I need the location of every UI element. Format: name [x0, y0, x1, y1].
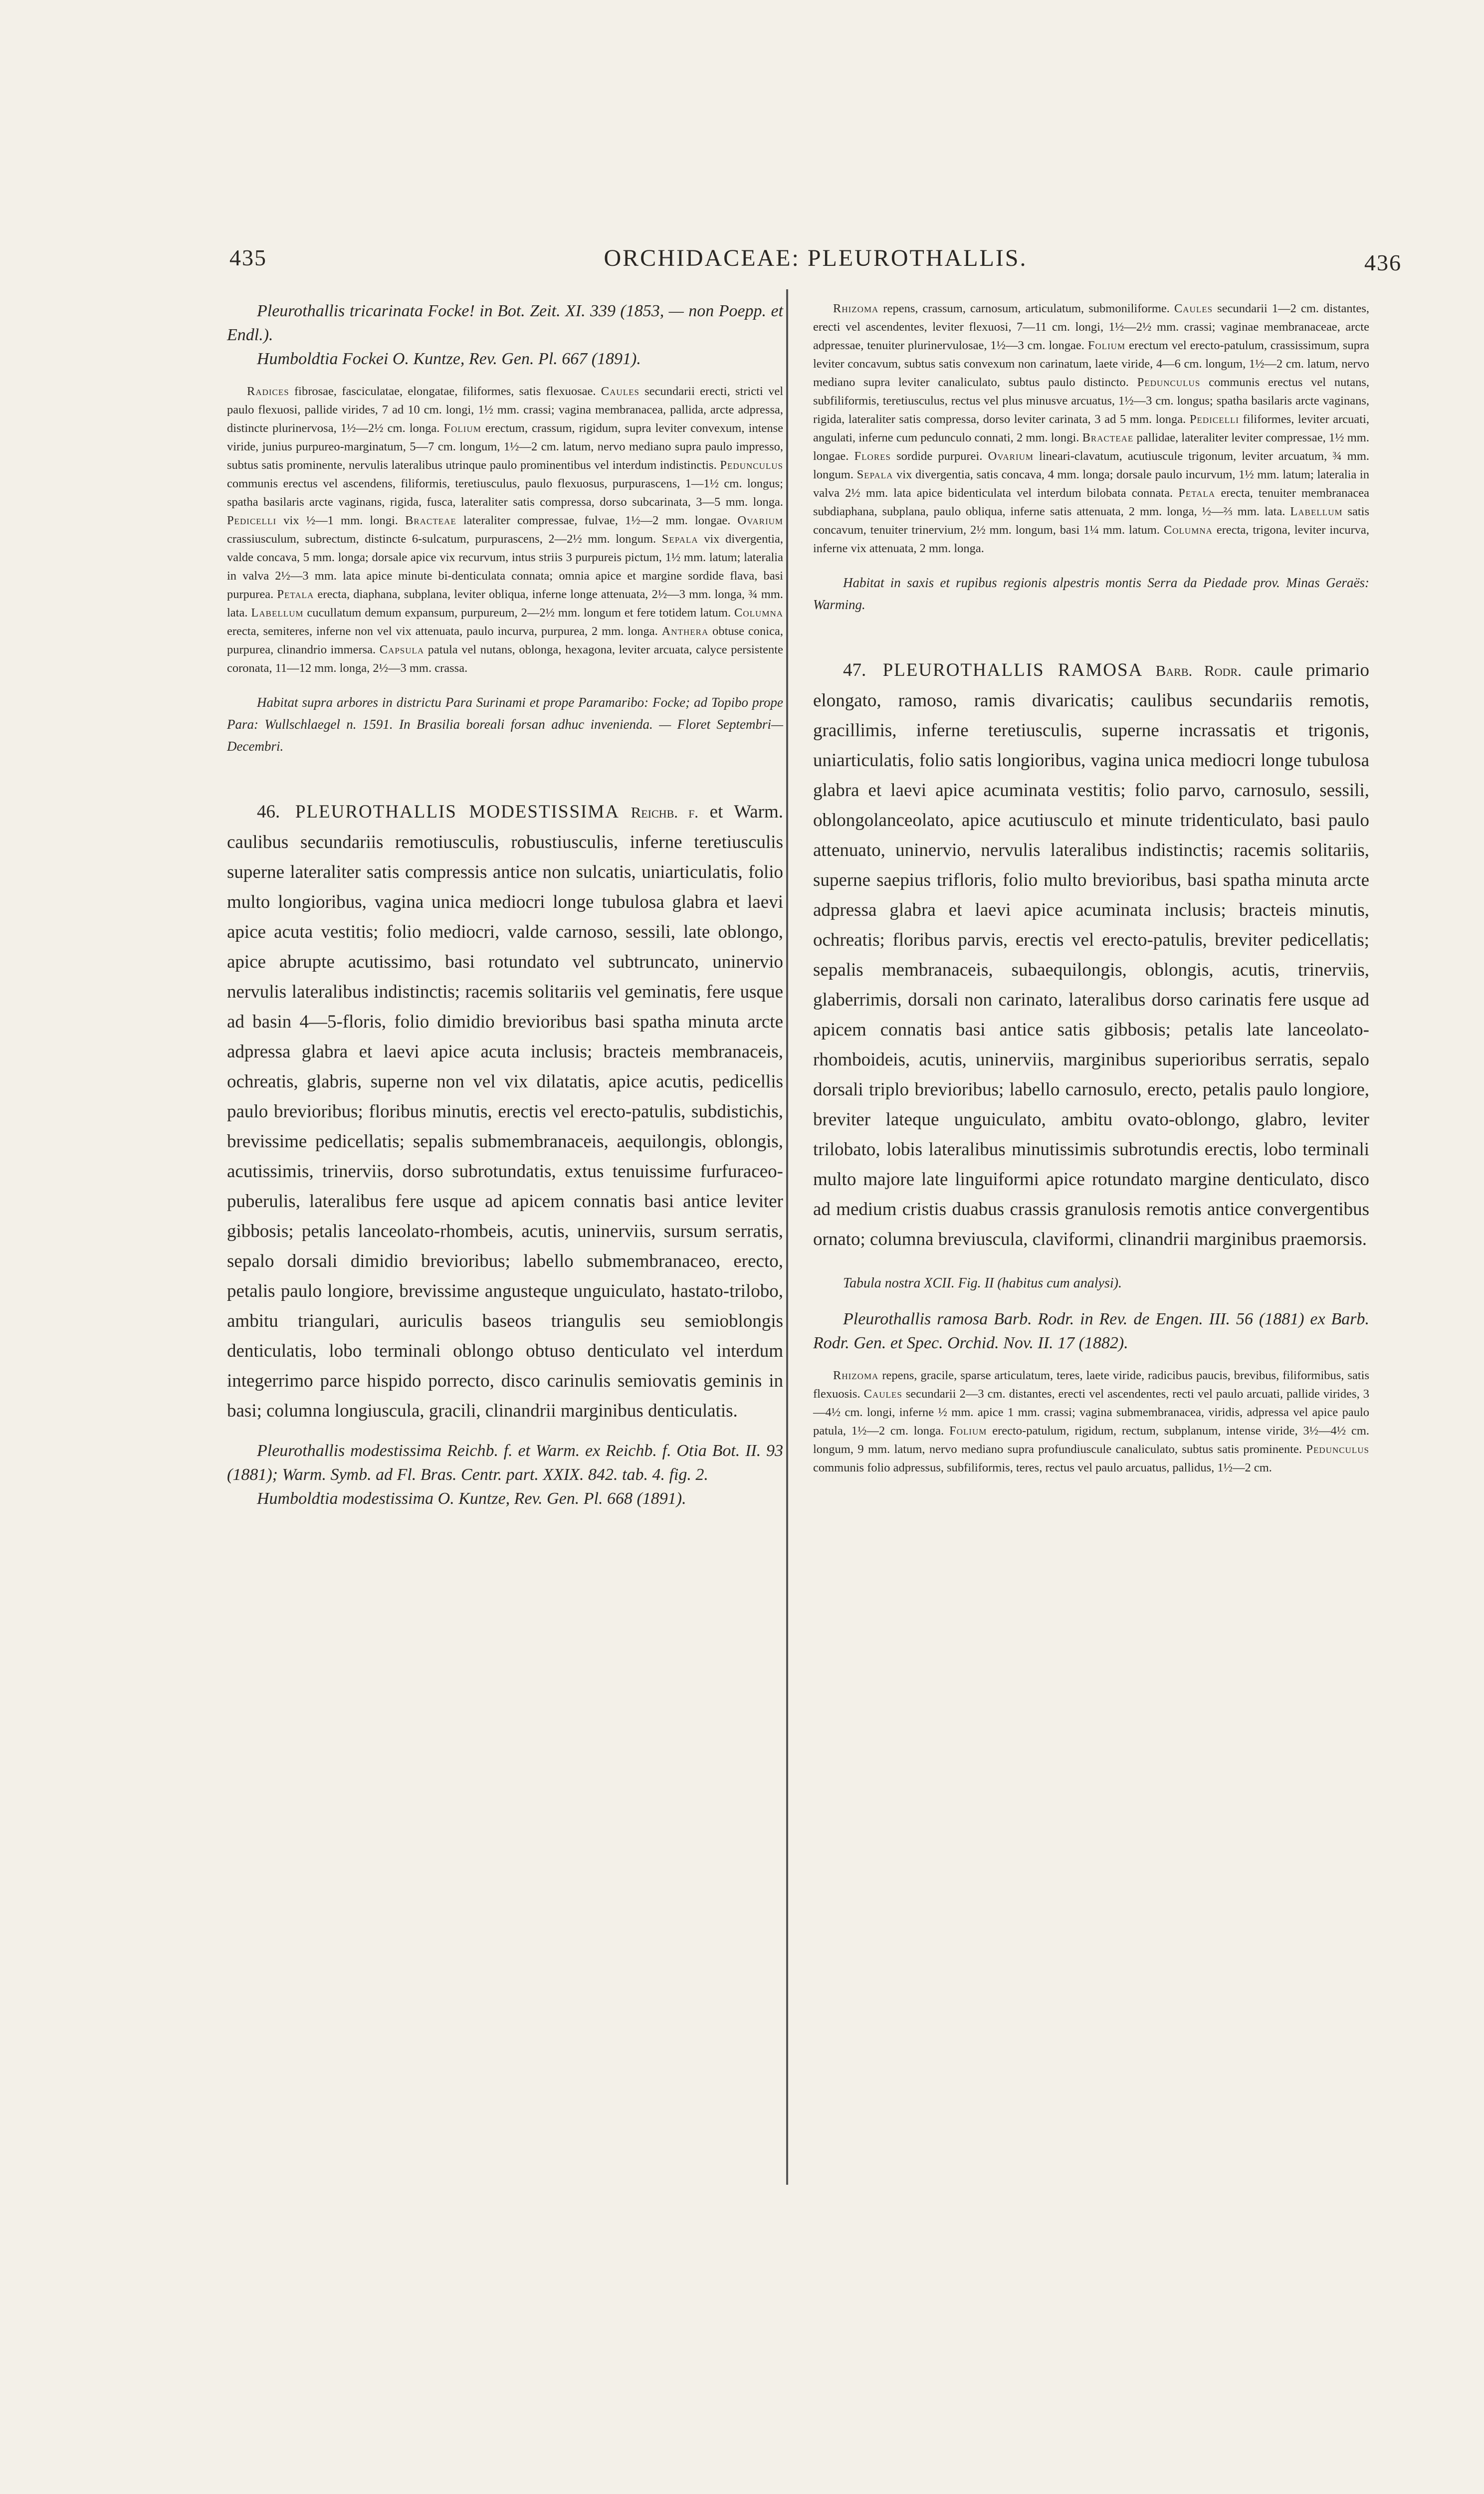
organ-description: communis erectus vel nutans, subfiliformis, teretiusculus, rectus vel plus minusve arcuatus, 1½—3 cm. longus; spatha basilaris arcte vaginans, rigida, lateraliter satis compressa, dorso leviter carinata, 3 ad 5 mm. longa. — [813, 376, 1369, 426]
organ-description: crassiusculum, subrectum, distincte 6-sulcatum, purpurascens, 2—2½ mm. longum. — [227, 532, 662, 546]
organ-description: satis concavum, tenuiter trinervium, 2½ mm. longum, basi 1¼ mm. latum. — [813, 505, 1369, 537]
synonym: Pleurothallis ramosa Barb. Rodr. in Rev. de Engen. III. 56 (1881) ex Barb. Rodr. Gen. et Spec. Orchid. Nov. II. 17 (1882). — [813, 1310, 1369, 1352]
organ-term: Pedunculus — [1306, 1443, 1369, 1456]
organ-term: Sepala — [856, 468, 893, 481]
organ-description: lineari-clavatum, acutiuscule trigonum, leviter arcuatum, ¾ mm. longum. — [813, 449, 1370, 481]
species-46-entry — [227, 797, 783, 1426]
species-47-entry — [813, 655, 1369, 1254]
organ-term: Anthera — [661, 624, 709, 638]
organ-description: communis folio adpressus, subfiliformis, teres, rectus vel paulo arcuatus, pallidus, 1½—2 cm. — [813, 1461, 1272, 1474]
organ-term: Columna — [1163, 523, 1213, 537]
species-author: Barb. Rodr. — [1155, 662, 1242, 679]
right-column — [813, 299, 1369, 1477]
organ-term: Caules — [601, 385, 639, 398]
organ-term: Pedicelli — [1189, 413, 1240, 426]
synonym: Pleurothallis modestissima Reichb. f. et Warm. ex Reichb. f. Otia Bot. II. 93 (1881); Warm. Symb. ad Fl. Bras. Centr. part. XXIX. 842. tab. 4. fig. 2. — [227, 1442, 783, 1484]
organ-term: Ovarium — [988, 449, 1034, 463]
description — [227, 382, 783, 677]
organ-description: obtuse conica, purpurea, clinandrio immersa. — [227, 624, 783, 656]
organ-term: Columna — [734, 606, 783, 620]
organ-description: erecta, semiteres, inferne non vel vix attenuata, paulo incurva, purpurea, 2 mm. longa. — [227, 624, 662, 638]
organ-term: Petala — [1178, 486, 1216, 500]
organ-description: filiformes, leviter arcuati, angulati, inferne cum pedunculo connati, 2 mm. longi. — [813, 413, 1370, 444]
right-page-number: 436 — [1364, 250, 1402, 275]
species-author: Reichb. f. — [631, 804, 699, 821]
organ-term: Pedunculus — [1137, 376, 1201, 389]
organ-description: communis erectus vel ascendens, filiformis, teretiusculus, paulo flexuosus, purpurascens, 1—1½ cm. longus; spatha basilaris arcte vaginans, rigida, fusca, lateraliter satis compressa, dorso subcarinata, 3—5 mm. longa. — [227, 477, 783, 509]
organ-term: Caules — [1174, 302, 1213, 315]
organ-description: fibrosae, fasciculatae, elongatae, filiformes, satis flexuosae. — [289, 385, 601, 398]
organ-term: Rhizoma — [833, 1369, 879, 1382]
organ-term: Folium — [949, 1424, 987, 1438]
species-number: 46. — [257, 802, 280, 822]
organ-description: repens, gracile, sparse articulatum, teres, laete viride, radicibus paucis, brevibus, filiformibus, satis flexuosis. — [813, 1369, 1369, 1401]
organ-term: Pedunculus — [720, 458, 783, 472]
organ-term: Rhizoma — [833, 302, 879, 315]
organ-description: vix divergentia, valde concava, 5 mm. longa; dorsale apice vix recurvum, intus striis 3 purpureis pictum, 1½ mm. latum; lateralia in valva 2½—3 mm. lata apice minute bi-denticulata connata; omnia apice et margine sordide flava, basi purpurea. — [227, 532, 783, 601]
organ-term: Capsula — [379, 643, 424, 656]
synonym: Pleurothallis tricarinata Focke! in Bot. Zeit. XI. 339 (1853, — non Poepp. et Endl.). — [227, 302, 783, 344]
organ-description: lateraliter compressae, fulvae, 1½—2 mm. longae. — [456, 514, 738, 527]
organ-term: Labellum — [251, 606, 304, 620]
organ-term: Bracteae — [405, 514, 456, 527]
organ-term: Radices — [247, 385, 289, 398]
page-header — [229, 244, 1402, 284]
organ-term: Folium — [443, 421, 481, 435]
organ-description: erectum vel erecto-patulum, crassissimum, supra leviter concavum, subtus satis convexum non carinatum, laete viride, 4—6 cm. longum, 1½—2 cm. latum, nervo mediano supra leviter canaliculato, subtus paulo distincto. — [813, 339, 1369, 389]
organ-description: cucullatum demum expansum, purpureum, 2—2½ mm. longum et fere totidem latum. — [303, 606, 735, 620]
organ-description: pallidae, lateraliter leviter compressae, 1½ mm. longae. — [813, 431, 1369, 463]
organ-description: secundarii 2—3 cm. distantes, erecti vel ascendentes, recti vel paulo arcuati, pallide virides, 3—4½ cm. longi, inferne ½ mm. apice 1 mm. crassi; vagina submembranacea, viridis, adpressa vel apice paulo patula, 1½—2 cm. longa. — [813, 1387, 1369, 1438]
left-column — [227, 299, 783, 1511]
organ-description: erecta, trigona, leviter incurva, inferne vix attenuata, 2 mm. longa. — [813, 523, 1370, 555]
organ-description: repens, crassum, carnosum, articulatum, submoniliforme. — [878, 302, 1174, 315]
habitat: Habitat supra arbores in districtu Para Surinami et prope Paramaribo: Focke; ad Topibo prope Para: Wullschlaegel n. 1591. In Brasilia boreali forsan adhuc invenienda. — Floret Septembri—Decembri. — [227, 695, 783, 754]
description — [813, 1366, 1369, 1477]
organ-description: vix ½—1 mm. longi. — [276, 514, 406, 527]
running-title: ORCHIDACEAE: PLEUROTHALLIS. — [604, 245, 1028, 271]
species-diagnosis: caule primario elongato, ramoso, ramis divaricatis; caulibus secundariis remotis, gracillimis, inferne teretiusculis, superne incrassatis et trigonis, uniarticulatis, folio satis longioribus, vagina unica mediocri longe tubulosa glabra et laevi apice acuminata vestitis; folio parvo, carnosulo, sessili, oblongolanceolato, apice acutiusculo et minute tridenticulato, basi paulo attenuato, uninervio, nervulis lateralibus indistinctis; racemis solitariis, superne saepius trifloris, folio multo brevioribus, basi spatha minuta arcte adpressa glabra et laevi apice acuminata inclusis; bracteis minutis, ochreatis; floribus parvis, erectis vel erecto-patulis, breviter pedicellatis; sepalis membranaceis, subaequilongis, oblongis, acutis, trinerviis, glaberrimis, dorsali non carinato, lateralibus dorso carinatis fere usque ad apicem connatis basi antice satis gibbosis; petalis late lanceolato-rhomboideis, acutis, uninerviis, marginibus superioribus serratis, sepalo dorsali triplo brevioribus; labello carnosulo, erecto, petalis paulo longiore, breviter lateque unguiculato, ambitu ovato-oblongo, glabro, leviter trilobato, lobis lateralibus minutissimis subrotundis erectis, lobo terminali multo majore late linguiformi apice rotundato margine denticulato, disco ad medium cristis duabus crassis granulosis remotis antice convergentibus ornato; columna breviuscula, claviformi, clinandrii marginibus praemorsis. — [813, 660, 1370, 1249]
organ-description: vix divergentia, satis concava, 4 mm. longa; dorsale paulo incurvum, 1½ mm. latum; lateralia in valva 2½ mm. lata apice bidenticulata vel interdum bilobata connata. — [813, 468, 1369, 500]
plate-reference: Tabula nostra XCII. Fig. II (habitus cum analysi). — [843, 1275, 1122, 1291]
left-page-number: 435 — [229, 245, 267, 270]
organ-term: Labellum — [1290, 505, 1343, 518]
organ-description: secundarii erecti, stricti vel paulo flexuosi, pallide virides, 7 ad 10 cm. longi, 1½ mm. crassi; vagina membranacea, pallida, arcte adpressa, distincte plurinervosa, 1½—2½ cm. longa. — [227, 385, 783, 435]
organ-description: sordide purpurei. — [891, 449, 988, 463]
species-name: PLEUROTHALLIS RAMOSA — [882, 660, 1143, 680]
organ-term: Bracteae — [1082, 431, 1134, 444]
organ-description: erectum, crassum, rigidum, supra leviter convexum, intense viride, junius purpureo-marginatum, 5—7 cm. longum, 1½—2 cm. latum, nervo mediano supra paulo impresso, subtus satis prominente, nervulis lateralibus utrinque paulo prominentibus vel interdum indistinctis. — [227, 421, 783, 472]
organ-description: patula vel nutans, oblonga, hexagona, leviter arcuata, calyce persistente coronata, 11—12 mm. longa, 2½—3 mm. crassa. — [227, 643, 783, 675]
organ-description: secundarii 1—2 cm. distantes, erecti vel ascendentes, leviter flexuosi, 7—11 cm. longi, 1½—2½ mm. crassi; vaginae membranaceae, arcte adpressae, tenuiter plurinervulosae, 1½—3 cm. longae. — [813, 302, 1369, 352]
organ-term: Pedicelli — [227, 514, 277, 527]
organ-term: Petala — [277, 588, 314, 601]
organ-description: erecto-patulum, rigidum, rectum, subplanum, intense viride, 3½—4½ cm. longum, 9 mm. latum, nervo mediano supra profundiuscule canaliculato, subtus satis prominente. — [813, 1424, 1369, 1456]
species-number: 47. — [843, 660, 866, 680]
organ-term: Flores — [854, 449, 891, 463]
habitat: Habitat in saxis et rupibus regionis alpestris montis Serra da Piedade prov. Minas Geraës: Warming. — [813, 575, 1369, 612]
organ-description: erecta, tenuiter membranacea subdiaphana, subplana, paulo obliqua, inferne satis attenuata, 2 mm. longa, ½—⅔ mm. lata. — [813, 486, 1369, 518]
organ-term: Folium — [1087, 339, 1126, 352]
species-name: PLEUROTHALLIS MODESTISSIMA — [295, 802, 620, 822]
organ-term: Caules — [863, 1387, 902, 1401]
species-diagnosis: et Warm. caulibus secundariis remotiusculis, robustiusculis, inferne teretiusculis superne lateraliter satis compressis antice non sulcatis, uniarticulatis, folio multo longioribus, vagina unica mediocri longe tubulosa glabra et laevi apice acuta vestitis; folio mediocri, valde carnoso, sessili, late oblongo, apice abrupte acutissimo, basi rotundato vel subtruncato, uninervio nervulis lateralibus indistinctis; racemis solitariis vel geminatis, fere usque ad basin 4—5-floris, folio dimidio brevioribus basi spatha minuta arcte adpressa glabra et laevi apice acuta inclusis; bracteis membranaceis, ochreatis, glabris, superne non vel vix dilatatis, apice acutis, pedicellis paulo brevioribus; floribus minutis, erectis vel erecto-patulis, subdistichis, brevissime pedicellatis; sepalis submembranaceis, aequilongis, oblongis, acutissimis, trinerviis, dorso subrotundatis, extus tenuissime furfuraceo-puberulis, lateralibus fere usque ad apicem connatis basi antice leviter gibbosis; petalis lanceolato-rhombeis, acutis, uninerviis, sursum serratis, sepalo dorsali dimidio brevioribus; labello submembranaceo, erecto, petalis paulo longiore, brevissime angusteque unguiculato, hastato-trilobo, ambitu triangulari, auriculis baseos triangulis seu semioblongis denticulatis, lobo terminali oblongo obtuso denticulato vel interdum integerrimo parce hispido porrecto, disco carinulis semiovatis geminis in basi; columna longiuscula, gracili, clinandrii marginibus denticulatis. — [227, 802, 783, 1421]
organ-term: Sepala — [661, 532, 698, 546]
column-divider — [786, 289, 788, 2185]
organ-description: erecta, diaphana, subplana, leviter obliqua, inferne longe attenuata, 2½—3 mm. longa, ¾ mm. lata. — [227, 588, 783, 620]
description — [813, 299, 1369, 558]
synonym: Humboldtia Fockei O. Kuntze, Rev. Gen. Pl. 667 (1891). — [257, 350, 641, 368]
synonym: Humboldtia modestissima O. Kuntze, Rev. Gen. Pl. 668 (1891). — [257, 1489, 686, 1508]
organ-term: Ovarium — [737, 514, 783, 527]
